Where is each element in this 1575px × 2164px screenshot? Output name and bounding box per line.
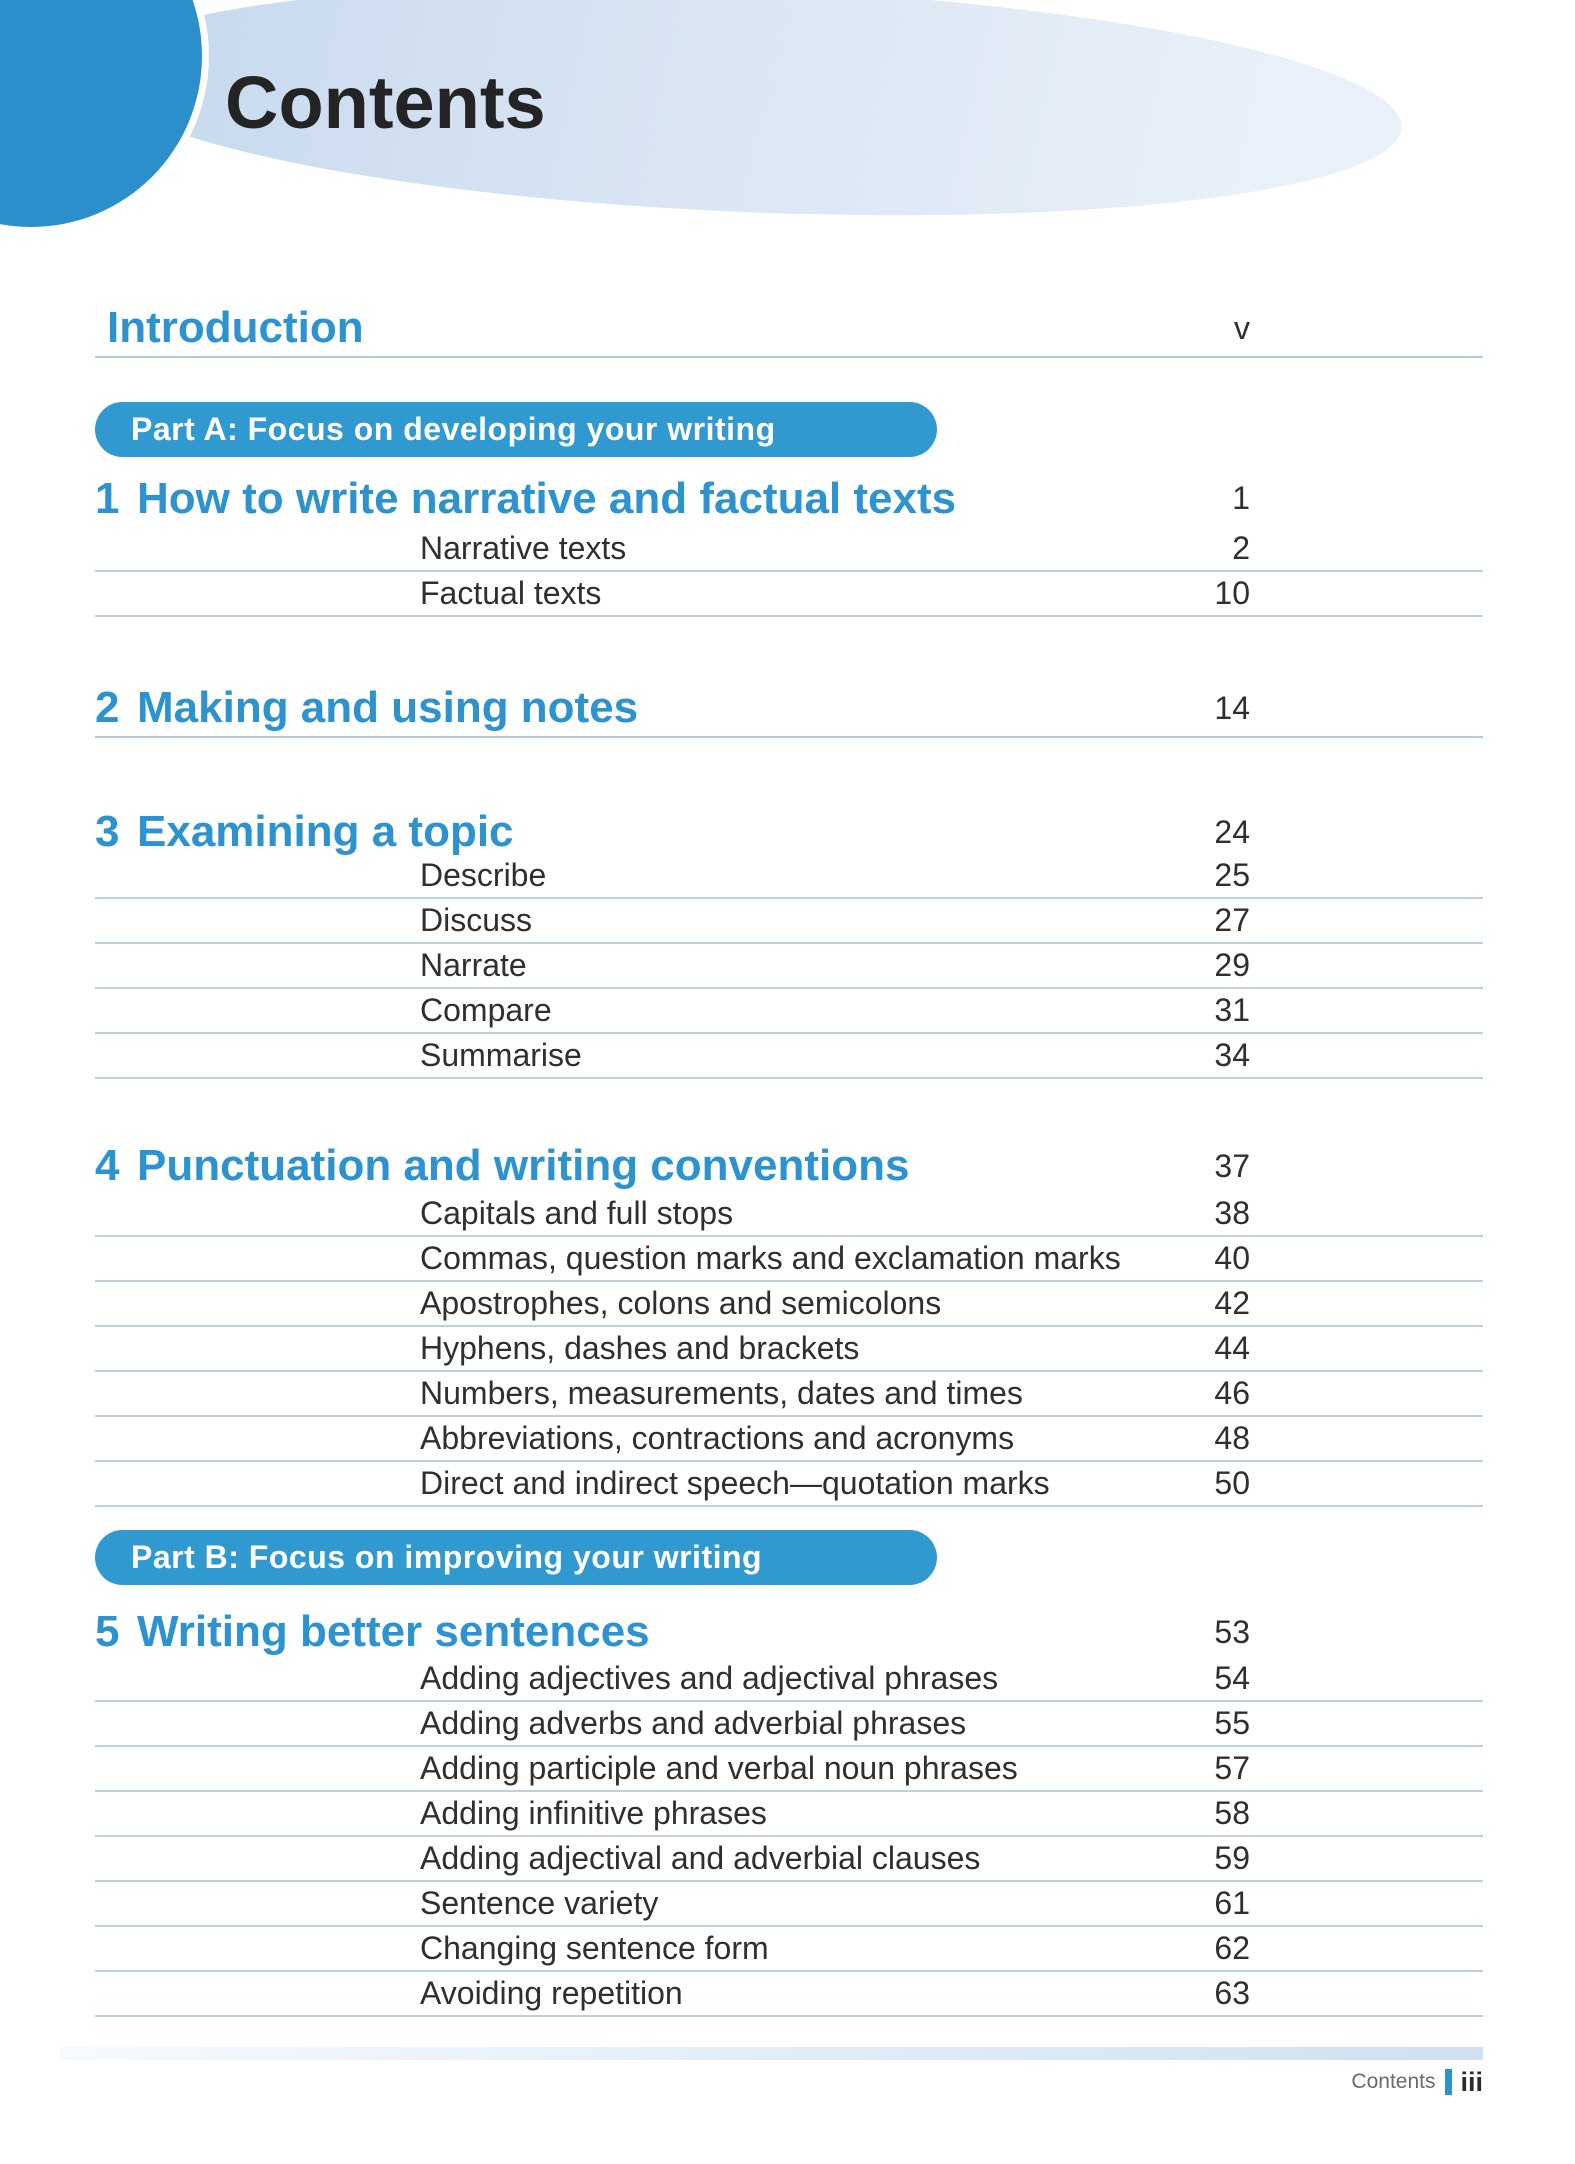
item-label: Commas, question marks and exclamation marks [420, 1240, 1121, 1276]
item-label: Compare [420, 992, 552, 1028]
item-label: Adding participle and verbal noun phrases [420, 1750, 1018, 1786]
toc-item-row [95, 1882, 1483, 1927]
item-page-number: 58 [1214, 1795, 1250, 1831]
chapter-title: Making and using notes [137, 683, 639, 732]
toc-item-row [95, 1192, 1483, 1237]
footer-section-label: Contents [1351, 2070, 1436, 2093]
chapter-heading-row [95, 807, 1483, 856]
toc-item-row [95, 1417, 1483, 1462]
item-page-number: 34 [1214, 1037, 1250, 1073]
item-label: Apostrophes, colons and semicolons [420, 1285, 942, 1321]
chapter-section [95, 1607, 1483, 2017]
chapter-number: 1 [95, 473, 120, 523]
toc-item-row [95, 572, 1483, 617]
item-page-number: 50 [1214, 1465, 1250, 1501]
item-label: Direct and indirect speech—quotation marks [420, 1465, 1050, 1501]
footer-page-number: iii [1460, 2066, 1483, 2097]
chapter-page-number: 53 [1214, 1613, 1250, 1650]
toc-item-row [95, 1927, 1483, 1972]
chapter-heading-row [95, 680, 1483, 738]
item-label: Narrative texts [420, 530, 627, 566]
item-page-number: 27 [1214, 902, 1250, 938]
page-title: Contents [225, 61, 546, 144]
toc-item-row [95, 1792, 1483, 1837]
part-b-label: Part B: Focus on improving your writing [131, 1539, 763, 1575]
item-page-number: 61 [1214, 1885, 1250, 1921]
chapter-heading-row [95, 470, 1483, 527]
toc-item-row [95, 989, 1483, 1034]
item-label: Adding infinitive phrases [420, 1795, 767, 1831]
item-label: Summarise [420, 1037, 582, 1073]
toc-item-row [95, 1237, 1483, 1282]
chapter-number: 3 [95, 807, 120, 856]
item-label: Sentence variety [420, 1885, 659, 1921]
chapter-page-number: 1 [1232, 480, 1250, 516]
page-footer [95, 2060, 1483, 2104]
item-label: Abbreviations, contractions and acronyms [420, 1420, 1015, 1456]
item-label: Factual texts [420, 575, 602, 611]
item-page-number: 25 [1214, 857, 1250, 893]
toc-item-row [95, 1282, 1483, 1327]
item-page-number: 2 [1232, 530, 1250, 566]
item-label: Discuss [420, 902, 533, 938]
chapter-page-number: 24 [1214, 813, 1250, 850]
item-label: Capitals and full stops [420, 1195, 734, 1231]
toc-item-row [95, 1372, 1483, 1417]
chapter-heading-row [95, 1140, 1483, 1192]
chapter-page-number: 14 [1214, 689, 1250, 726]
toc-item-row [95, 899, 1483, 944]
chapter-number: 4 [95, 1141, 120, 1190]
item-page-number: 59 [1214, 1840, 1250, 1876]
item-page-number: 42 [1214, 1285, 1250, 1321]
chapter-title: Examining a topic [137, 807, 514, 856]
intro-row [95, 300, 1483, 358]
intro-label: Introduction [107, 303, 364, 352]
item-label: Adding adjectival and adverbial clauses [420, 1840, 981, 1876]
item-page-number: 55 [1214, 1705, 1250, 1741]
item-label: Adding adverbs and adverbial phrases [420, 1705, 967, 1741]
item-page-number: 40 [1214, 1240, 1250, 1276]
footer-separator-bar [1445, 2069, 1452, 2095]
chapter-section [95, 470, 1483, 617]
chapter-title: How to write narrative and factual texts [137, 473, 957, 523]
part-a-banner [95, 402, 937, 457]
chapter-title: Punctuation and writing conventions [137, 1141, 910, 1190]
item-label: Describe [420, 857, 547, 893]
item-page-number: 48 [1214, 1420, 1250, 1456]
toc-item-row [95, 1462, 1483, 1507]
item-label: Changing sentence form [420, 1930, 769, 1966]
toc-item-row [95, 944, 1483, 989]
header-circle-decoration [0, 0, 202, 227]
chapter-page-number: 37 [1214, 1147, 1250, 1184]
page-header [0, 0, 1575, 245]
item-page-number: 63 [1214, 1975, 1250, 2011]
toc-item-row [95, 1327, 1483, 1372]
item-label: Narrate [420, 947, 527, 983]
item-page-number: 46 [1214, 1375, 1250, 1411]
chapter-title: Writing better sentences [137, 1607, 650, 1656]
chapter-heading-row [95, 1607, 1483, 1657]
item-page-number: 29 [1214, 947, 1250, 983]
toc-item-row [95, 1972, 1483, 2017]
item-page-number: 57 [1214, 1750, 1250, 1786]
item-page-number: 31 [1214, 992, 1250, 1028]
toc-item-row [95, 1747, 1483, 1792]
chapter-number: 5 [95, 1607, 120, 1656]
chapter-section [95, 1140, 1483, 1507]
item-page-number: 62 [1214, 1930, 1250, 1966]
item-label: Avoiding repetition [420, 1975, 683, 2011]
toc-item-row [95, 1034, 1483, 1079]
chapter-section [95, 680, 1483, 738]
item-label: Adding adjectives and adjectival phrases [420, 1660, 999, 1696]
item-page-number: 10 [1214, 575, 1250, 611]
chapter-number: 2 [95, 683, 120, 732]
item-page-number: 54 [1214, 1660, 1250, 1696]
part-b-banner [95, 1530, 937, 1585]
part-a-label: Part A: Focus on developing your writing [131, 411, 776, 447]
toc-item-row [95, 527, 1483, 572]
chapter-section [95, 807, 1483, 1079]
item-page-number: 38 [1214, 1195, 1250, 1231]
item-label: Hyphens, dashes and brackets [420, 1330, 860, 1366]
toc-item-row [95, 1702, 1483, 1747]
toc-item-row [95, 1837, 1483, 1882]
toc-item-row [95, 854, 1483, 899]
item-page-number: 44 [1214, 1330, 1250, 1366]
intro-page-number: v [1234, 309, 1250, 346]
item-label: Numbers, measurements, dates and times [420, 1375, 1023, 1411]
footer-divider-bar [60, 2047, 1483, 2060]
toc-item-row [95, 1657, 1483, 1702]
